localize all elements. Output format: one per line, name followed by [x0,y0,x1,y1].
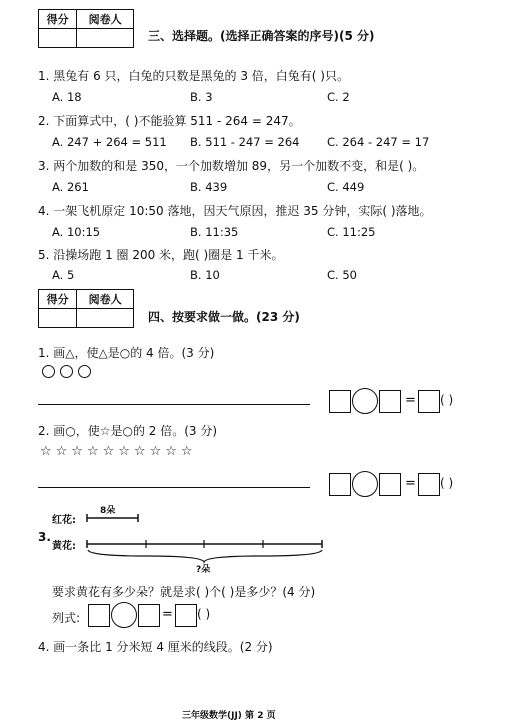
q5-option-c: C. 50 [327,268,357,282]
score-box-section4 [38,289,134,328]
q2-option-c: C. 264 - 247 = 17 [327,135,430,149]
score-label: 得分 [39,10,77,29]
q3-option-b: B. 439 [190,180,228,194]
red-flower-amount: 8朵 [100,506,116,516]
blank-circle[interactable] [352,471,378,497]
blank-square[interactable] [329,390,351,413]
reviewer-label: 阅卷人 [77,290,134,309]
reviewer-cell [77,309,134,328]
reviewer-cell [77,29,134,48]
q1-option-c: C. 2 [327,90,350,104]
q5-option-b: B. 10 [190,268,220,282]
unit-paren: ( ) [440,393,454,407]
blank-square[interactable] [329,473,351,496]
q4-option-c: C. 11:25 [327,225,376,239]
blank-square[interactable] [418,390,440,413]
star-row: ☆☆☆☆☆☆☆☆☆☆ [40,444,197,459]
blank-square[interactable] [379,390,401,413]
equals-sign: = [405,476,416,491]
circle-icon [78,365,91,378]
score-label: 得分 [39,290,77,309]
yellow-flower-bar [86,536,326,564]
blank-square[interactable] [88,604,110,627]
unit-paren: ( ) [197,607,211,621]
yellow-flower-label: 黄花: [52,541,76,552]
blank-square[interactable] [175,604,197,627]
blank-circle[interactable] [352,388,378,414]
q3-option-c: C. 449 [327,180,365,194]
formula-label: 列式: [52,611,81,625]
equals-sign: = [405,393,416,408]
q3-option-a: A. 261 [52,180,89,194]
blank-circle[interactable] [111,602,137,628]
blank-square[interactable] [138,604,160,627]
circle-icon [60,365,73,378]
score-box-section3 [38,9,134,48]
q1-option-b: B. 3 [190,90,213,104]
reviewer-label: 阅卷人 [77,10,134,29]
q4-option-a: A. 10:15 [52,225,101,239]
question-4: 4. 一架飞机原定 10:50 落地，因天气原因，推迟 35 分钟，实际( )落地。 [38,204,432,218]
question-5: 5. 沿操场跑 1 圈 200 米，跑( )圈是 1 千米。 [38,248,284,262]
score-cell [39,29,77,48]
section4-title: 四、按要求做一做。(23 分) [148,310,300,324]
score-cell [39,309,77,328]
yellow-flower-amount: ?朵 [196,565,211,575]
s4-question-4: 4. 画一条比 1 分米短 4 厘米的线段。(2 分) [38,640,273,654]
section3-title: 三、选择题。(选择正确答案的序号)(5 分) [148,29,375,43]
s4-question-2: 2. 画○，使☆是○的 2 倍。(3 分) [38,424,218,438]
blank-square[interactable] [418,473,440,496]
blank-square[interactable] [379,473,401,496]
red-flower-label: 红花: [52,515,76,526]
red-flower-bar [86,510,140,524]
question-3: 3. 两个加数的和是 350，一个加数增加 89，另一个加数不变，和是( )。 [38,159,425,173]
circle-icon [42,365,55,378]
page-footer: 三年级数学(JJ) 第 2 页 [182,711,276,721]
q4-option-b: B. 11:35 [190,225,239,239]
q1-option-a: A. 18 [52,90,82,104]
q2-option-b: B. 511 - 247 = 264 [190,135,300,149]
question-2: 2. 下面算式中，( )不能验算 511 - 264 = 247。 [38,114,301,128]
drawing-line [38,487,310,488]
s4-question-1: 1. 画△，使△是○的 4 倍。(3 分) [38,346,215,360]
drawing-line [38,404,310,405]
equals-sign: = [162,607,173,622]
question-1: 1. 黑兔有 6 只，白兔的只数是黑兔的 3 倍，白兔有( )只。 [38,69,349,83]
q2-option-a: A. 247 + 264 = 511 [52,135,167,149]
q5-option-a: A. 5 [52,268,75,282]
q3-question: 要求黄花有多少朵？就是求( )个( )是多少？(4 分) [52,585,316,599]
unit-paren: ( ) [440,476,454,490]
q3-number: 3. [38,530,51,544]
